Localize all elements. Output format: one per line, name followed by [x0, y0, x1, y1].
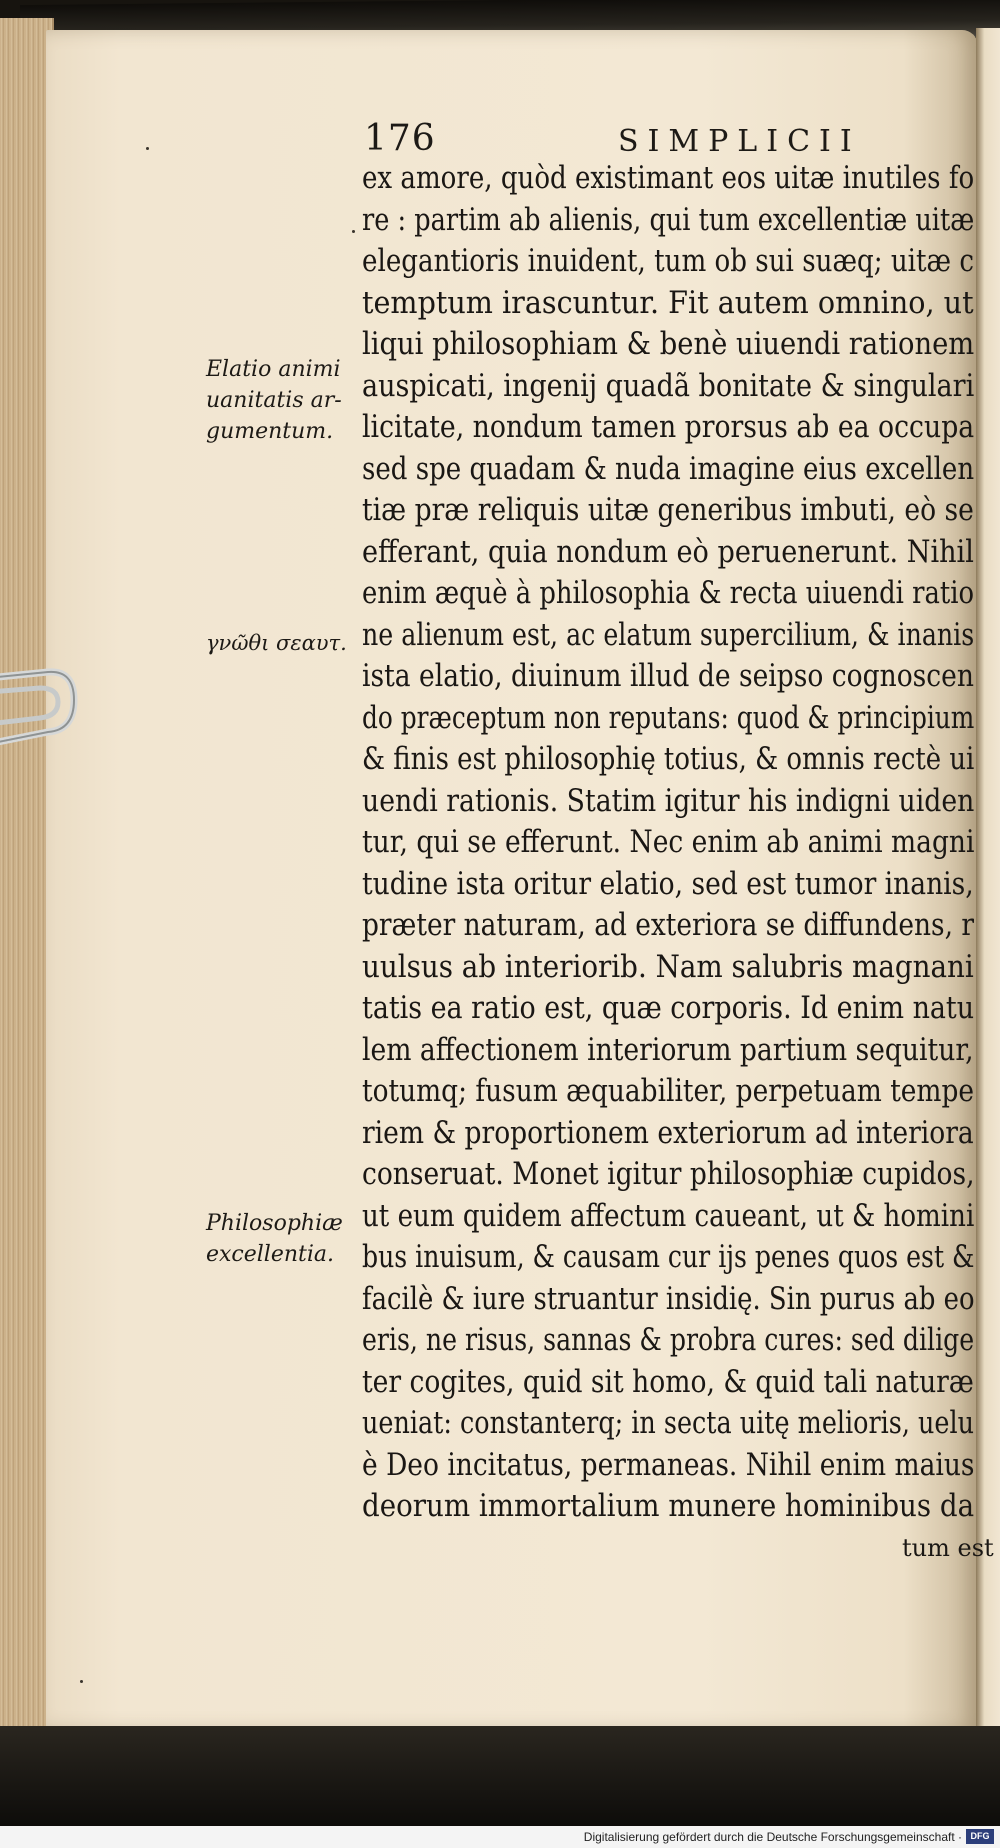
text-line: conseruat. Monet igitur philosophiæ cupidos,: [362, 1156, 975, 1192]
stray-mark: [146, 147, 149, 150]
text-line: præter naturam, ad exteriora se diffundens, r: [362, 907, 975, 943]
text-line: ne alienum est, ac elatum supercilium, & inanis: [362, 616, 975, 653]
margin-note-line: gumentum.: [206, 419, 334, 444]
text-line: tudine ista oritur elatio, sed est tumor inanis,: [362, 865, 974, 902]
text-line: tur, qui se efferunt. Nec enim ab animi magni: [362, 824, 975, 860]
footer-credit: Digitalisierung gefördert durch die Deutsche Forschungsgemeinschaft ·: [583, 1830, 962, 1844]
text-line: ut eum quidem affectum caueant, ut & homini: [362, 1197, 975, 1234]
text-line: licitate, nondum tamen prorsus ab ea occupa: [362, 409, 975, 445]
text-line: temptum irascuntur. Fit autem omnino, ut: [362, 284, 974, 321]
text-line: ter cogites, quid sit homo, & quid tali naturæ: [362, 1363, 974, 1400]
text-line: eris, ne risus, sannas & probra cures: sed dilige: [362, 1322, 975, 1358]
text-line: deorum immortalium munere hominibus da: [362, 1488, 975, 1524]
page-number: 176: [364, 118, 436, 159]
margin-note-line: Philosophiæ: [206, 1211, 343, 1236]
text-line: riem & proportionem exteriorum ad interiora: [362, 1114, 974, 1151]
margin-note-line: uanitatis ar-: [206, 388, 342, 413]
text-line: ex amore, quòd existimant eos uitæ inutiles fo: [362, 160, 975, 196]
body-text: [362, 158, 994, 1569]
text-line: elegantioris inuident, tum ob sui suæq; uitæ c: [362, 243, 975, 279]
paper-clip-icon: [0, 658, 88, 768]
text-line: totumq; fusum æquabiliter, perpetuam tempe: [362, 1073, 975, 1109]
text-line: tiæ præ reliquis uitæ generibus imbuti, eò se: [362, 492, 974, 528]
text-line: liqui philosophiam & benè uiuendi rationem: [362, 326, 975, 362]
margin-note-philosophiae: [206, 1208, 343, 1270]
text-line: lem affectionem interiorum partium sequitur,: [362, 1031, 974, 1068]
text-line: & finis est philosophię totius, & omnis rectè ui: [362, 741, 975, 777]
text-line: auspicati, ingenij quadã bonitate & singulari: [362, 367, 975, 404]
background-bottom: [0, 1726, 1000, 1826]
text-line: ista elatio, diuinum illud de seipso cognoscen: [362, 658, 974, 694]
margin-note-greek: γνῶθι σεαυτ.: [206, 631, 347, 655]
text-line: ueniat: constanterq; in secta uitę melioris, uelu: [362, 1405, 975, 1441]
running-head: SIMPLICII: [618, 124, 861, 159]
text-line: re : partim ab alienis, qui tum excellentiæ uitæ: [362, 201, 975, 238]
text-line: efferant, quia nondum eò peruenerunt. Nihil: [362, 533, 974, 570]
text-line: do præceptum non reputans: quod & principium: [362, 699, 975, 736]
text-line: bus inuisum, & causam cur ijs penes quos est &: [362, 1239, 975, 1275]
text-line: tum est: [902, 1533, 994, 1562]
text-line: facilè & iure struantur insidię. Sin purus ab eo: [362, 1280, 975, 1317]
dfg-logo: DFG: [966, 1829, 994, 1844]
margin-note-line: excellentia.: [206, 1242, 335, 1267]
text-line: enim æquè à philosophia & recta uiuendi ratio: [362, 575, 975, 611]
text-line: uulsus ab interiorib. Nam salubris magnani: [362, 948, 974, 985]
footer-credit-bar: [0, 1826, 1000, 1848]
text-line: tatis ea ratio est, quæ corporis. Id enim natu: [362, 990, 975, 1026]
text-line: è Deo incitatus, permaneas. Nihil enim maius: [362, 1446, 975, 1483]
stray-mark: [80, 1680, 83, 1683]
margin-note-elatio: [206, 354, 342, 447]
margin-note-line: Elatio animi: [206, 357, 341, 382]
text-line: sed spe quadam & nuda imagine eius excellen: [362, 450, 975, 487]
stray-mark: [352, 230, 355, 233]
text-line: uendi rationis. Statim igitur his indigni uiden: [362, 782, 975, 819]
